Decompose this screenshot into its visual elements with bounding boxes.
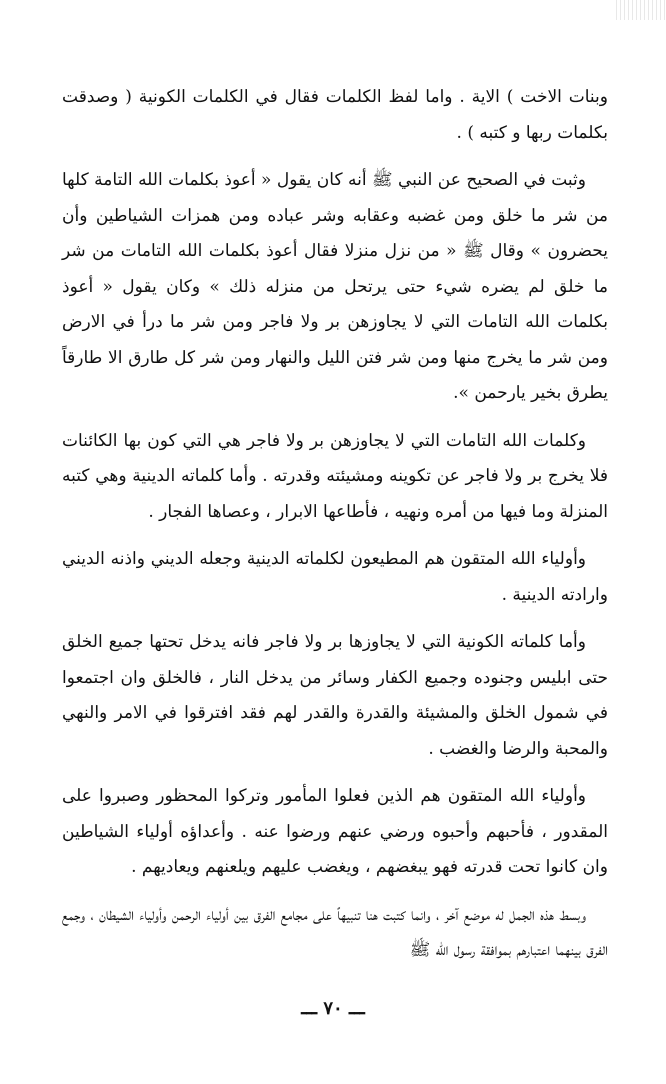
paragraph: وأولياء الله المتقون هم الذين فعلوا المأمور وتركوا المحظور وصبروا على المقدور ، فأحبهم وأحبوه ورضي عنهم ورضوا عنه . وأعداؤه أولياء الشياطين وان كانوا تحت قدرته فهو يبغضهم ، ويغضب عليهم ويلعنهم ويعاديهم . [62,786,608,877]
paragraph: وأولياء الله المتقون هم المطيعون لكلماته الدينية وجعله الديني واذنه الديني وارادته الدينية . [62,549,608,605]
body-text [62,80,608,981]
paragraph: وأما كلماته الكونية التي لا يجاوزها بر ولا فاجر فانه يدخل تحتها جميع الخلق حتى ابليس وجنوده وجميع الكفار وسائر من يدخل النار ، فالخلق وان اجتمعوا في شمول الخلق والمشيئة والقدرة والقدر لهم فقد افترقوا في الامر والنهي والمحبة والرضا والغضب . [62,632,608,759]
paragraph: وبنات الاخت ) الاية . واما لفظ الكلمات فقال في الكلمات الكونية ( وصدقت بكلمات ربها و كتبه ) . [62,87,608,143]
page-number: ـــ ٧٠ ـــ [301,998,365,1019]
paragraph: وثبت في الصحيح عن النبي ﷺ أنه كان يقول « أعوذ بكلمات الله التامة كلها من شر ما خلق ومن غضبه وعقابه وشر عباده ومن همزات الشياطين وأن يحضرون » وقال ﷺ « من نزل منزلا فقال أعوذ بكلمات الله التامات من شر ما خلق لم يضره شيء حتى يرتحل من منزله ذلك » وكان يقول « أعوذ بكلمات الله التامات التي لا يجاوزهن بر ولا فاجر ومن شر ما درأ في الارض ومن شر ما يخرج منها ومن شر فتن الليل والنهار ومن شر كل طارق الا طارقاً يطرق بخير يارحمن ». [62,170,608,403]
scan-corner-artifact [616,0,666,20]
paragraph: وكلمات الله التامات التي لا يجاوزهن بر ولا فاجر هي التي كون بها الكائنات فلا يخرج بر ولا فاجر عن تكوينه ومشيئته وقدرته . وأما كلماته الدينية وهي كتبه المنزلة وما فيها من أمره ونهيه ، فأطاعها الابرار ، وعصاها الفجار . [62,430,608,522]
paragraph: وبسط هذه الجمل له موضع آخر ، وانما كتبت هنا تنبيهاً على مجامع الفرق بين أولياء الرحمن وأولياء الشيطان ، وجمع الفرق بينهما اعتبارهم بموافقة رسول الله ﷺ [62,904,608,960]
